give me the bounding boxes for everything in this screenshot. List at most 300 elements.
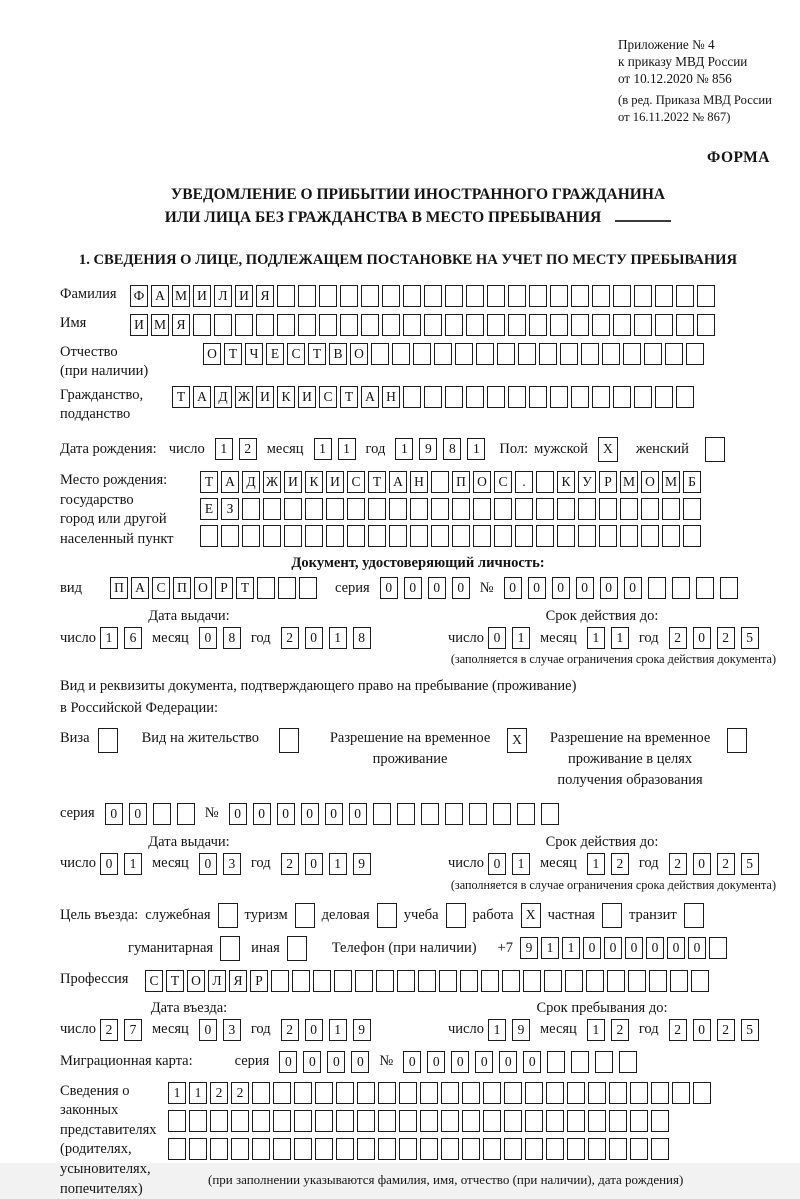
char-cell[interactable] xyxy=(382,314,400,336)
char-cell[interactable] xyxy=(588,1110,606,1132)
char-cell[interactable] xyxy=(431,471,449,493)
char-cell[interactable]: 2 xyxy=(717,627,735,649)
id-expiry-month-field[interactable] xyxy=(587,627,629,649)
id-series-field[interactable] xyxy=(380,577,470,599)
sex-male-checkbox[interactable] xyxy=(598,437,618,462)
char-cell[interactable] xyxy=(696,577,714,599)
char-cell[interactable]: Т xyxy=(236,577,254,599)
citizenship-field[interactable] xyxy=(172,386,694,408)
char-cell[interactable]: 1 xyxy=(100,627,118,649)
char-cell[interactable]: 0 xyxy=(199,1019,217,1041)
char-cell[interactable] xyxy=(326,525,344,547)
char-cell[interactable]: Л xyxy=(208,970,226,992)
char-cell[interactable]: 2 xyxy=(231,1082,249,1104)
char-cell[interactable] xyxy=(466,285,484,307)
char-cell[interactable] xyxy=(441,1082,459,1104)
stay-month-field[interactable] xyxy=(587,1019,629,1041)
char-cell[interactable] xyxy=(502,970,520,992)
char-cell[interactable] xyxy=(697,285,715,307)
char-cell[interactable] xyxy=(252,1110,270,1132)
char-cell[interactable] xyxy=(242,498,260,520)
char-cell[interactable] xyxy=(504,1138,522,1160)
char-cell[interactable]: 9 xyxy=(512,1019,530,1041)
char-cell[interactable] xyxy=(424,285,442,307)
char-cell[interactable]: 0 xyxy=(624,577,642,599)
char-cell[interactable] xyxy=(634,314,652,336)
char-cell[interactable]: И xyxy=(235,285,253,307)
char-cell[interactable]: 8 xyxy=(223,627,241,649)
char-cell[interactable]: А xyxy=(361,386,379,408)
char-cell[interactable] xyxy=(592,314,610,336)
char-cell[interactable] xyxy=(373,803,391,825)
char-cell[interactable] xyxy=(424,386,442,408)
char-cell[interactable] xyxy=(586,970,604,992)
char-cell[interactable] xyxy=(487,285,505,307)
char-cell[interactable]: 0 xyxy=(380,577,398,599)
char-cell[interactable]: М xyxy=(662,471,680,493)
char-cell[interactable] xyxy=(525,1110,543,1132)
char-cell[interactable]: 0 xyxy=(199,853,217,875)
char-cell[interactable]: 2 xyxy=(281,853,299,875)
char-cell[interactable] xyxy=(153,803,171,825)
char-cell[interactable] xyxy=(529,285,547,307)
char-cell[interactable]: 6 xyxy=(124,627,142,649)
char-cell[interactable] xyxy=(298,314,316,336)
char-cell[interactable] xyxy=(571,314,589,336)
temp-residence-checkbox[interactable] xyxy=(507,728,527,753)
char-cell[interactable] xyxy=(292,970,310,992)
char-cell[interactable]: 2 xyxy=(717,1019,735,1041)
char-cell[interactable] xyxy=(541,803,559,825)
char-cell[interactable]: 2 xyxy=(281,627,299,649)
char-cell[interactable]: 9 xyxy=(353,853,371,875)
char-cell[interactable]: К xyxy=(305,471,323,493)
char-cell[interactable] xyxy=(336,1082,354,1104)
char-cell[interactable]: 0 xyxy=(504,577,522,599)
char-cell[interactable] xyxy=(441,1138,459,1160)
char-cell[interactable]: 0 xyxy=(428,577,446,599)
char-cell[interactable] xyxy=(550,314,568,336)
char-cell[interactable] xyxy=(578,525,596,547)
char-cell[interactable] xyxy=(462,1110,480,1132)
char-cell[interactable] xyxy=(599,498,617,520)
char-cell[interactable] xyxy=(273,1110,291,1132)
char-cell[interactable] xyxy=(676,386,694,408)
char-cell[interactable] xyxy=(177,803,195,825)
char-cell[interactable]: А xyxy=(193,386,211,408)
char-cell[interactable] xyxy=(189,1110,207,1132)
char-cell[interactable] xyxy=(431,498,449,520)
char-cell[interactable]: А xyxy=(221,471,239,493)
char-cell[interactable]: П xyxy=(452,471,470,493)
permit-expiry-year-field[interactable] xyxy=(669,853,759,875)
char-cell[interactable] xyxy=(469,803,487,825)
char-cell[interactable]: 1 xyxy=(168,1082,186,1104)
char-cell[interactable]: 0 xyxy=(305,853,323,875)
birth-year-field[interactable] xyxy=(395,438,485,460)
char-cell[interactable] xyxy=(305,498,323,520)
permit-issue-month-field[interactable] xyxy=(199,853,241,875)
char-cell[interactable]: Т xyxy=(166,970,184,992)
char-cell[interactable] xyxy=(494,498,512,520)
char-cell[interactable] xyxy=(619,1051,637,1073)
char-cell[interactable] xyxy=(697,314,715,336)
char-cell[interactable]: Р xyxy=(215,577,233,599)
char-cell[interactable] xyxy=(648,577,666,599)
char-cell[interactable] xyxy=(389,498,407,520)
char-cell[interactable] xyxy=(410,498,428,520)
char-cell[interactable] xyxy=(529,314,547,336)
char-cell[interactable] xyxy=(389,525,407,547)
char-cell[interactable]: И xyxy=(130,314,148,336)
char-cell[interactable] xyxy=(672,577,690,599)
char-cell[interactable]: 0 xyxy=(105,803,123,825)
char-cell[interactable] xyxy=(466,314,484,336)
char-cell[interactable] xyxy=(420,1138,438,1160)
char-cell[interactable] xyxy=(628,970,646,992)
char-cell[interactable] xyxy=(340,285,358,307)
char-cell[interactable]: Т xyxy=(340,386,358,408)
char-cell[interactable] xyxy=(613,314,631,336)
char-cell[interactable]: М xyxy=(172,285,190,307)
char-cell[interactable] xyxy=(620,498,638,520)
char-cell[interactable] xyxy=(641,525,659,547)
char-cell[interactable] xyxy=(319,314,337,336)
purpose-transit-checkbox[interactable] xyxy=(684,903,704,928)
char-cell[interactable] xyxy=(189,1138,207,1160)
char-cell[interactable] xyxy=(483,1138,501,1160)
char-cell[interactable] xyxy=(357,1110,375,1132)
char-cell[interactable] xyxy=(168,1138,186,1160)
char-cell[interactable] xyxy=(550,386,568,408)
char-cell[interactable] xyxy=(602,903,622,928)
char-cell[interactable] xyxy=(595,1051,613,1073)
char-cell[interactable] xyxy=(662,525,680,547)
char-cell[interactable] xyxy=(634,285,652,307)
char-cell[interactable] xyxy=(399,1110,417,1132)
char-cell[interactable]: И xyxy=(193,285,211,307)
char-cell[interactable] xyxy=(560,343,578,365)
char-cell[interactable] xyxy=(609,1082,627,1104)
char-cell[interactable] xyxy=(644,343,662,365)
char-cell[interactable]: 0 xyxy=(253,803,271,825)
char-cell[interactable] xyxy=(473,498,491,520)
char-cell[interactable] xyxy=(378,1138,396,1160)
name-field[interactable] xyxy=(130,314,715,336)
char-cell[interactable] xyxy=(231,1138,249,1160)
char-cell[interactable] xyxy=(523,970,541,992)
char-cell[interactable] xyxy=(483,1110,501,1132)
char-cell[interactable]: Н xyxy=(410,471,428,493)
char-cell[interactable] xyxy=(445,386,463,408)
char-cell[interactable]: 1 xyxy=(395,438,413,460)
char-cell[interactable]: О xyxy=(194,577,212,599)
char-cell[interactable]: 1 xyxy=(512,627,530,649)
char-cell[interactable]: В xyxy=(329,343,347,365)
char-cell[interactable]: К xyxy=(557,471,575,493)
char-cell[interactable] xyxy=(378,1110,396,1132)
char-cell[interactable] xyxy=(504,1110,522,1132)
char-cell[interactable]: 0 xyxy=(327,1051,345,1073)
char-cell[interactable] xyxy=(567,1082,585,1104)
purpose-humanitarian-checkbox[interactable] xyxy=(220,936,240,961)
char-cell[interactable] xyxy=(294,1082,312,1104)
visa-checkbox[interactable] xyxy=(98,728,118,753)
char-cell[interactable] xyxy=(284,525,302,547)
char-cell[interactable]: 5 xyxy=(741,1019,759,1041)
mig-number-field[interactable] xyxy=(403,1051,637,1073)
char-cell[interactable]: 0 xyxy=(229,803,247,825)
char-cell[interactable]: 0 xyxy=(693,627,711,649)
char-cell[interactable] xyxy=(278,577,296,599)
char-cell[interactable]: Я xyxy=(229,970,247,992)
char-cell[interactable]: 0 xyxy=(305,1019,323,1041)
char-cell[interactable]: 1 xyxy=(329,853,347,875)
char-cell[interactable] xyxy=(193,314,211,336)
char-cell[interactable]: . xyxy=(515,471,533,493)
char-cell[interactable]: О xyxy=(187,970,205,992)
char-cell[interactable] xyxy=(515,525,533,547)
char-cell[interactable] xyxy=(418,970,436,992)
char-cell[interactable] xyxy=(277,314,295,336)
char-cell[interactable]: А xyxy=(151,285,169,307)
char-cell[interactable]: 0 xyxy=(488,853,506,875)
char-cell[interactable]: 0 xyxy=(451,1051,469,1073)
char-cell[interactable] xyxy=(445,803,463,825)
char-cell[interactable]: Д xyxy=(242,471,260,493)
char-cell[interactable] xyxy=(446,903,466,928)
char-cell[interactable]: 0 xyxy=(688,937,706,959)
profession-field[interactable] xyxy=(145,970,709,992)
char-cell[interactable] xyxy=(557,498,575,520)
char-cell[interactable]: С xyxy=(319,386,337,408)
char-cell[interactable]: 0 xyxy=(488,627,506,649)
char-cell[interactable] xyxy=(168,1110,186,1132)
char-cell[interactable] xyxy=(515,498,533,520)
char-cell[interactable]: 0 xyxy=(600,577,618,599)
char-cell[interactable]: 0 xyxy=(305,627,323,649)
char-cell[interactable] xyxy=(599,525,617,547)
char-cell[interactable] xyxy=(371,343,389,365)
char-cell[interactable]: 1 xyxy=(587,627,605,649)
char-cell[interactable] xyxy=(315,1138,333,1160)
char-cell[interactable] xyxy=(420,1082,438,1104)
char-cell[interactable] xyxy=(277,285,295,307)
char-cell[interactable] xyxy=(655,314,673,336)
char-cell[interactable]: 0 xyxy=(693,1019,711,1041)
permit-series-field[interactable] xyxy=(105,803,195,825)
char-cell[interactable]: Е xyxy=(200,498,218,520)
char-cell[interactable] xyxy=(452,498,470,520)
char-cell[interactable]: 9 xyxy=(419,438,437,460)
char-cell[interactable] xyxy=(336,1110,354,1132)
char-cell[interactable] xyxy=(525,1138,543,1160)
id-issue-year-field[interactable] xyxy=(281,627,371,649)
char-cell[interactable] xyxy=(466,386,484,408)
char-cell[interactable]: С xyxy=(347,471,365,493)
char-cell[interactable]: 1 xyxy=(189,1082,207,1104)
char-cell[interactable] xyxy=(508,314,526,336)
char-cell[interactable] xyxy=(295,903,315,928)
id-expiry-day-field[interactable] xyxy=(488,627,530,649)
purpose-study-checkbox[interactable] xyxy=(446,903,466,928)
char-cell[interactable] xyxy=(315,1082,333,1104)
char-cell[interactable]: 0 xyxy=(325,803,343,825)
mig-series-field[interactable] xyxy=(279,1051,369,1073)
char-cell[interactable] xyxy=(273,1138,291,1160)
char-cell[interactable] xyxy=(676,285,694,307)
char-cell[interactable] xyxy=(431,525,449,547)
char-cell[interactable]: 0 xyxy=(129,803,147,825)
id-issue-month-field[interactable] xyxy=(199,627,241,649)
char-cell[interactable]: 0 xyxy=(303,1051,321,1073)
char-cell[interactable] xyxy=(567,1110,585,1132)
char-cell[interactable] xyxy=(546,1082,564,1104)
char-cell[interactable]: 1 xyxy=(124,853,142,875)
char-cell[interactable] xyxy=(613,386,631,408)
char-cell[interactable] xyxy=(218,903,238,928)
char-cell[interactable]: Ж xyxy=(235,386,253,408)
stay-year-field[interactable] xyxy=(669,1019,759,1041)
char-cell[interactable]: И xyxy=(326,471,344,493)
char-cell[interactable] xyxy=(609,1138,627,1160)
char-cell[interactable]: 1 xyxy=(329,1019,347,1041)
char-cell[interactable] xyxy=(557,525,575,547)
char-cell[interactable] xyxy=(399,1138,417,1160)
char-cell[interactable] xyxy=(361,285,379,307)
char-cell[interactable]: Е xyxy=(266,343,284,365)
char-cell[interactable] xyxy=(279,728,299,753)
char-cell[interactable]: 0 xyxy=(349,803,367,825)
char-cell[interactable] xyxy=(536,471,554,493)
char-cell[interactable] xyxy=(705,437,725,462)
char-cell[interactable] xyxy=(298,285,316,307)
char-cell[interactable]: К xyxy=(277,386,295,408)
representatives-row3-field[interactable] xyxy=(168,1138,711,1160)
purpose-official-checkbox[interactable] xyxy=(218,903,238,928)
char-cell[interactable] xyxy=(210,1138,228,1160)
char-cell[interactable] xyxy=(578,498,596,520)
char-cell[interactable] xyxy=(410,525,428,547)
char-cell[interactable] xyxy=(319,285,337,307)
char-cell[interactable] xyxy=(609,1110,627,1132)
char-cell[interactable] xyxy=(620,525,638,547)
entry-month-field[interactable] xyxy=(199,1019,241,1041)
char-cell[interactable]: 0 xyxy=(625,937,643,959)
char-cell[interactable]: 0 xyxy=(279,1051,297,1073)
purpose-business-checkbox[interactable] xyxy=(377,903,397,928)
stay-day-field[interactable] xyxy=(488,1019,530,1041)
char-cell[interactable] xyxy=(691,970,709,992)
char-cell[interactable]: А xyxy=(131,577,149,599)
char-cell[interactable] xyxy=(547,1051,565,1073)
char-cell[interactable] xyxy=(462,1082,480,1104)
char-cell[interactable] xyxy=(571,285,589,307)
char-cell[interactable]: X xyxy=(598,437,618,462)
char-cell[interactable] xyxy=(305,525,323,547)
char-cell[interactable] xyxy=(256,314,274,336)
residence-permit-checkbox[interactable] xyxy=(279,728,299,753)
char-cell[interactable] xyxy=(460,970,478,992)
char-cell[interactable] xyxy=(662,498,680,520)
char-cell[interactable]: Ч xyxy=(245,343,263,365)
char-cell[interactable]: П xyxy=(173,577,191,599)
char-cell[interactable] xyxy=(220,936,240,961)
char-cell[interactable]: 0 xyxy=(199,627,217,649)
char-cell[interactable]: 0 xyxy=(646,937,664,959)
char-cell[interactable]: Я xyxy=(172,314,190,336)
char-cell[interactable] xyxy=(347,525,365,547)
char-cell[interactable] xyxy=(441,1110,459,1132)
char-cell[interactable]: Т xyxy=(200,471,218,493)
char-cell[interactable]: Р xyxy=(250,970,268,992)
char-cell[interactable] xyxy=(421,803,439,825)
char-cell[interactable] xyxy=(252,1082,270,1104)
char-cell[interactable]: Р xyxy=(599,471,617,493)
char-cell[interactable]: 0 xyxy=(427,1051,445,1073)
permit-number-field[interactable] xyxy=(229,803,559,825)
permit-issue-day-field[interactable] xyxy=(100,853,142,875)
char-cell[interactable] xyxy=(565,970,583,992)
char-cell[interactable] xyxy=(334,970,352,992)
char-cell[interactable]: 2 xyxy=(611,853,629,875)
char-cell[interactable] xyxy=(294,1110,312,1132)
char-cell[interactable] xyxy=(686,343,704,365)
temp-residence-edu-checkbox[interactable] xyxy=(727,728,747,753)
char-cell[interactable] xyxy=(403,386,421,408)
char-cell[interactable]: 0 xyxy=(523,1051,541,1073)
sex-female-checkbox[interactable] xyxy=(705,437,725,462)
char-cell[interactable]: 0 xyxy=(301,803,319,825)
char-cell[interactable]: 2 xyxy=(669,627,687,649)
char-cell[interactable] xyxy=(592,285,610,307)
char-cell[interactable] xyxy=(315,1110,333,1132)
char-cell[interactable]: С xyxy=(287,343,305,365)
char-cell[interactable] xyxy=(494,525,512,547)
char-cell[interactable] xyxy=(376,970,394,992)
char-cell[interactable] xyxy=(476,343,494,365)
id-issue-day-field[interactable] xyxy=(100,627,142,649)
char-cell[interactable] xyxy=(504,1082,522,1104)
char-cell[interactable] xyxy=(326,498,344,520)
char-cell[interactable] xyxy=(284,498,302,520)
char-cell[interactable] xyxy=(641,498,659,520)
char-cell[interactable] xyxy=(508,386,526,408)
char-cell[interactable] xyxy=(455,343,473,365)
char-cell[interactable]: У xyxy=(578,471,596,493)
char-cell[interactable]: 0 xyxy=(100,853,118,875)
char-cell[interactable]: 1 xyxy=(541,937,559,959)
char-cell[interactable] xyxy=(313,970,331,992)
char-cell[interactable]: X xyxy=(521,903,541,928)
char-cell[interactable]: 0 xyxy=(403,1051,421,1073)
char-cell[interactable]: М xyxy=(151,314,169,336)
char-cell[interactable] xyxy=(727,728,747,753)
char-cell[interactable]: 9 xyxy=(353,1019,371,1041)
char-cell[interactable] xyxy=(517,803,535,825)
char-cell[interactable]: 0 xyxy=(452,577,470,599)
char-cell[interactable] xyxy=(378,1082,396,1104)
char-cell[interactable]: О xyxy=(473,471,491,493)
char-cell[interactable] xyxy=(392,343,410,365)
purpose-other-checkbox[interactable] xyxy=(287,936,307,961)
char-cell[interactable] xyxy=(544,970,562,992)
char-cell[interactable]: 2 xyxy=(669,853,687,875)
char-cell[interactable] xyxy=(672,1082,690,1104)
char-cell[interactable] xyxy=(481,970,499,992)
char-cell[interactable] xyxy=(607,970,625,992)
char-cell[interactable] xyxy=(445,314,463,336)
